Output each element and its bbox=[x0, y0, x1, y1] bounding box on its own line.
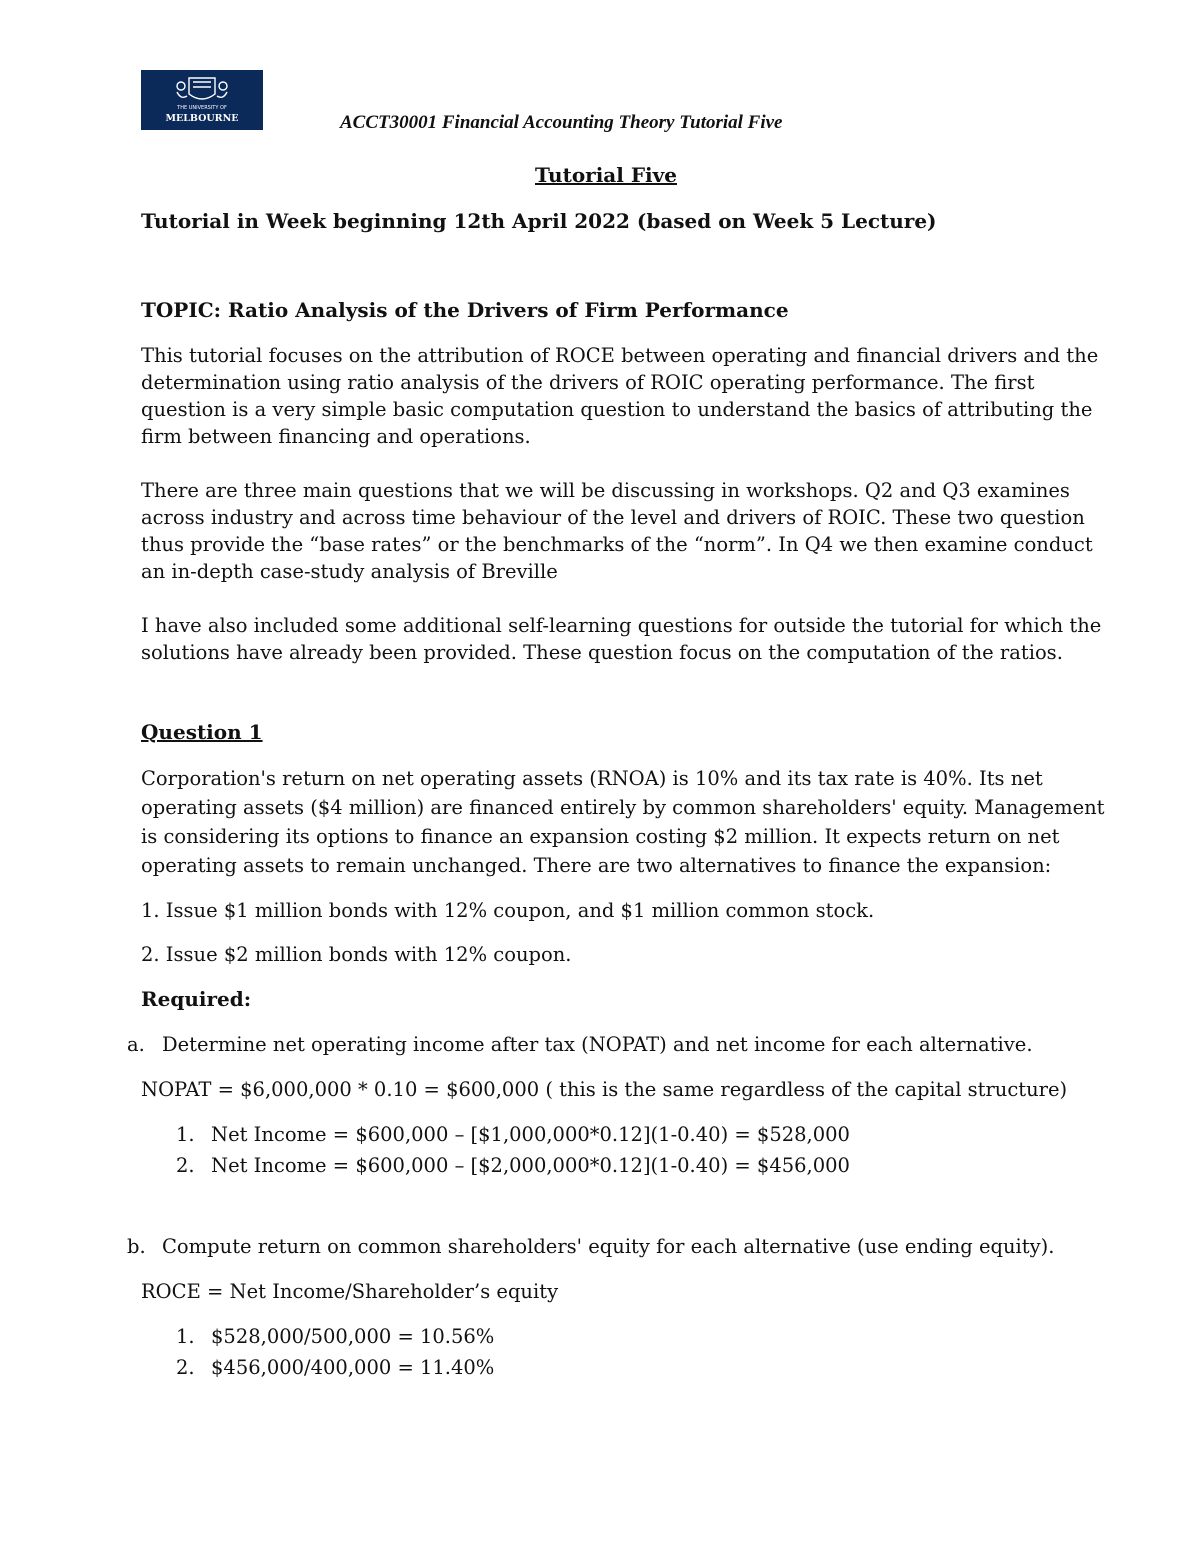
intro-paragraph-3 bbox=[141, 612, 1102, 666]
question-body-line: is considering its options to finance an expansion costing $2 million. It expects return on net bbox=[141, 825, 1060, 848]
logo-text-top: THE UNIVERSITY OF bbox=[177, 105, 227, 111]
part-a-item-num: 2. bbox=[176, 1154, 195, 1177]
question-body-line: operating assets ($4 million) are financed entirely by common shareholders' equity. Management bbox=[141, 796, 1105, 819]
crest-icon bbox=[141, 70, 263, 130]
intro-p1-line: question is a very simple basic computation question to understand the basics of attributing the bbox=[141, 398, 1093, 421]
running-header: ACCT30001 Financial Accounting Theory Tutorial Five bbox=[340, 112, 783, 133]
question-body-line: operating assets to remain unchanged. There are two alternatives to finance the expansion: bbox=[141, 854, 1052, 877]
alternative-1: 1. Issue $1 million bonds with 12% coupon, and $1 million common stock. bbox=[141, 899, 875, 922]
part-b-item-text: $528,000/500,000 = 10.56% bbox=[211, 1325, 495, 1348]
nopat-formula: NOPAT = $6,000,000 * 0.10 = $600,000 ( this is the same regardless of the capital structure) bbox=[141, 1078, 1068, 1101]
logo-text-bottom: MELBOURNE bbox=[165, 113, 239, 124]
part-b-text: Compute return on common shareholders' equity for each alternative (use ending equity). bbox=[162, 1235, 1055, 1258]
part-a-item-num: 1. bbox=[176, 1123, 195, 1146]
question-1-body bbox=[141, 764, 1105, 880]
required-heading: Required: bbox=[141, 987, 252, 1011]
intro-p1-line: firm between financing and operations. bbox=[141, 425, 531, 448]
part-b-label: b. bbox=[127, 1235, 146, 1258]
part-b-item-num: 2. bbox=[176, 1356, 195, 1379]
intro-p1-line: This tutorial focuses on the attribution of ROCE between operating and financial drivers and the bbox=[141, 344, 1099, 367]
intro-paragraph-2 bbox=[141, 477, 1093, 585]
question-body-line: Corporation's return on net operating assets (RNOA) is 10% and its tax rate is 40%. Its net bbox=[141, 767, 1043, 790]
part-a-text: Determine net operating income after tax (NOPAT) and net income for each alternative. bbox=[162, 1033, 1033, 1056]
roce-formula: ROCE = Net Income/Shareholder’s equity bbox=[141, 1280, 559, 1303]
topic-heading: TOPIC: Ratio Analysis of the Drivers of Firm Performance bbox=[141, 298, 789, 322]
intro-p1-line: determination using ratio analysis of the drivers of ROIC operating performance. The first bbox=[141, 371, 1035, 394]
part-a-item-text: Net Income = $600,000 – [$2,000,000*0.12](1-0.40) = $456,000 bbox=[211, 1154, 850, 1177]
part-b-item-text: $456,000/400,000 = 11.40% bbox=[211, 1356, 495, 1379]
intro-paragraph-1 bbox=[141, 342, 1099, 450]
question-1-heading: Question 1 bbox=[141, 720, 263, 744]
intro-p3-line: solutions have already been provided. These question focus on the computation of the ratios. bbox=[141, 641, 1063, 664]
alternative-2: 2. Issue $2 million bonds with 12% coupon. bbox=[141, 943, 572, 966]
intro-p2-line: across industry and across time behaviour of the level and drivers of ROIC. These two question bbox=[141, 506, 1085, 529]
part-b-item-num: 1. bbox=[176, 1325, 195, 1348]
university-logo bbox=[141, 70, 263, 130]
intro-p3-line: I have also included some additional self-learning questions for outside the tutorial for which the bbox=[141, 614, 1102, 637]
intro-p2-line: thus provide the “base rates” or the benchmarks of the “norm”. In Q4 we then examine conduct bbox=[141, 533, 1093, 556]
page-title: Tutorial Five bbox=[535, 163, 677, 187]
intro-p2-line: an in-depth case-study analysis of Breville bbox=[141, 560, 558, 583]
subtitle: Tutorial in Week beginning 12th April 2022 (based on Week 5 Lecture) bbox=[141, 209, 937, 233]
part-a-label: a. bbox=[127, 1033, 145, 1056]
intro-p2-line: There are three main questions that we will be discussing in workshops. Q2 and Q3 examines bbox=[141, 479, 1070, 502]
part-a-item-text: Net Income = $600,000 – [$1,000,000*0.12](1-0.40) = $528,000 bbox=[211, 1123, 850, 1146]
